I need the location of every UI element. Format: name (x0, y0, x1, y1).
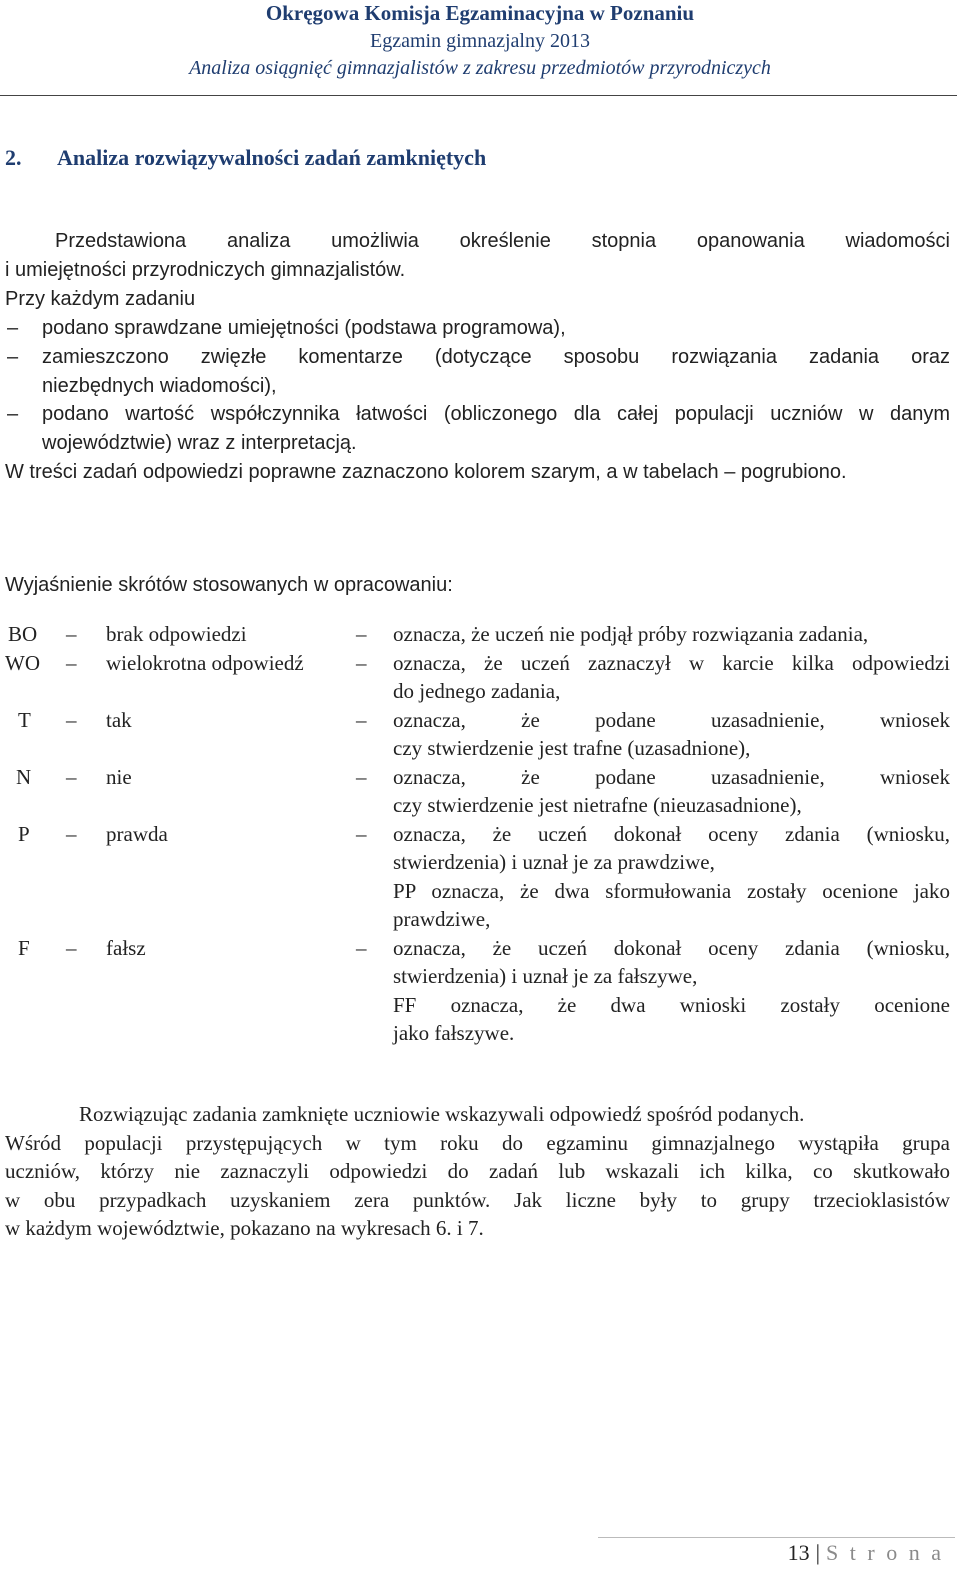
abbr-code: BO (8, 622, 38, 646)
bullet-2-line-2: niezbędnych wiadomości), (42, 375, 277, 397)
abbr-meaning: fałsz (106, 936, 146, 960)
abbr-code: N (16, 765, 32, 789)
header-subtitle: Analiza osiągnięć gimnazjalistów z zakresu przedmiotów przyrodniczych (189, 57, 771, 79)
paragraph-line: Rozwiązując zadania zamknięte uczniowie wskazywali odpowiedź spośród podanych. (79, 1102, 805, 1126)
paragraph-line: w obu przypadkach uzyskaniem zera punktów. Jak liczne były to grupy trzecioklasistów (5, 1187, 950, 1212)
page-number: 13 (787, 1540, 810, 1565)
intro-line-1: Przedstawiona analiza umożliwia określenie stopnia opanowania wiadomości (55, 230, 950, 252)
paragraph-line: w każdym województwie, pokazano na wykresach 6. i 7. (5, 1216, 484, 1240)
section-title (5, 145, 486, 171)
abbr-dash: – (66, 765, 77, 789)
abbr-code: WO (5, 651, 40, 675)
abbr-code: P (18, 822, 30, 846)
abbr-description: FF oznacza, że dwa wnioski zostały ocenione (393, 993, 950, 1017)
abbr-description: oznacza, że uczeń zaznaczył w karcie kilka odpowiedzi (393, 651, 950, 675)
abbr-dash: – (66, 822, 77, 846)
abbr-description: czy stwierdzenie jest trafne (uzasadnione), (393, 736, 751, 760)
abbr-description: oznacza, że podane uzasadnienie, wniosek (393, 765, 950, 789)
abbr-description: oznacza, że uczeń dokonał oceny zdania (wniosku, (393, 936, 950, 960)
closing-paragraph (5, 1100, 950, 1243)
abbr-description: oznacza, że podane uzasadnienie, wniosek (393, 708, 950, 732)
page-label: S t r o n a (826, 1540, 944, 1565)
abbr-meaning: nie (106, 765, 132, 789)
abbr-description: oznacza, że uczeń dokonał oceny zdania (wniosku, (393, 822, 950, 846)
page-footer (788, 1540, 944, 1566)
abbr-dash: – (66, 651, 77, 675)
abbr-description: oznacza, że uczeń nie podjął próby rozwiązania zadania, (393, 622, 869, 646)
abbr-description: do jednego zadania, (393, 679, 561, 703)
section-number: 2. (5, 145, 22, 170)
bullet-dash: – (7, 403, 19, 425)
abbr-dash: – (66, 622, 77, 646)
abbr-meaning: wielokrotna odpowiedź (106, 651, 304, 675)
abbr-code: F (18, 936, 30, 960)
bullet-1-line-1: podano sprawdzane umiejętności (podstawa programowa), (42, 317, 566, 339)
bullet-dash: – (7, 317, 19, 339)
abbr-meaning: tak (106, 708, 132, 732)
bullet-3-line-2: województwie) wraz z interpretacją. (42, 432, 357, 454)
abbr-dash: – (356, 822, 367, 846)
intro-line-3: Przy każdym zadaniu (5, 288, 196, 310)
abbr-meaning: brak odpowiedzi (106, 622, 247, 646)
intro-line-2: i umiejętności przyrodniczych gimnazjalistów. (5, 259, 406, 281)
abbr-dash: – (356, 936, 367, 960)
abbr-description: czy stwierdzenie jest nietrafne (nieuzasadnione), (393, 793, 802, 817)
abbr-description: PP oznacza, że dwa sformułowania zostały ocenione jako (393, 879, 950, 903)
abbr-description: jako fałszywe. (393, 1021, 515, 1045)
abbr-meaning: prawda (106, 822, 168, 846)
abbr-description: stwierdzenia) i uznał je za prawdziwe, (393, 850, 715, 874)
abbr-dash: – (66, 708, 77, 732)
header-divider (0, 95, 957, 96)
abbr-dash: – (356, 708, 367, 732)
bullet-dash: – (7, 346, 19, 368)
header-institution: Okręgowa Komisja Egzaminacyjna w Poznaniu (265, 1, 695, 25)
paragraph-line: uczniów, którzy nie zaznaczyli odpowiedzi do zadań lub wskazali ich kilka, co skutkowało (5, 1159, 950, 1183)
bullet-3-line-1: podano wartość współczynnika łatwości (obliczonego dla całej populacji uczniów w danym (42, 403, 950, 425)
abbr-dash: – (356, 651, 367, 675)
footer-separator: | (815, 1540, 821, 1565)
abbr-code: T (18, 708, 31, 732)
header-exam: Egzamin gimnazjalny 2013 (370, 30, 590, 52)
abbreviations-heading: Wyjaśnienie skrótów stosowanych w opracowaniu: (5, 574, 453, 596)
intro-closing: W treści zadań odpowiedzi poprawne zaznaczono kolorem szarym, a w tabelach – pogrubiono. (5, 461, 847, 483)
abbr-description: prawdziwe, (393, 907, 491, 931)
bullet-2-line-1: zamieszczono zwięzłe komentarze (dotyczące sposobu rozwiązania zadania oraz (42, 346, 950, 368)
abbr-dash: – (356, 765, 367, 789)
paragraph-line: Wśród populacji przystępujących w tym roku do egzaminu gimnazjalnego wystąpiła grupa (5, 1130, 950, 1155)
abbr-dash: – (356, 622, 367, 646)
abbr-dash: – (66, 936, 77, 960)
section-title-text: Analiza rozwiązywalności zadań zamkniętych (57, 145, 487, 170)
abbr-description: stwierdzenia) i uznał je za fałszywe, (393, 964, 698, 988)
footer-divider (598, 1537, 955, 1538)
